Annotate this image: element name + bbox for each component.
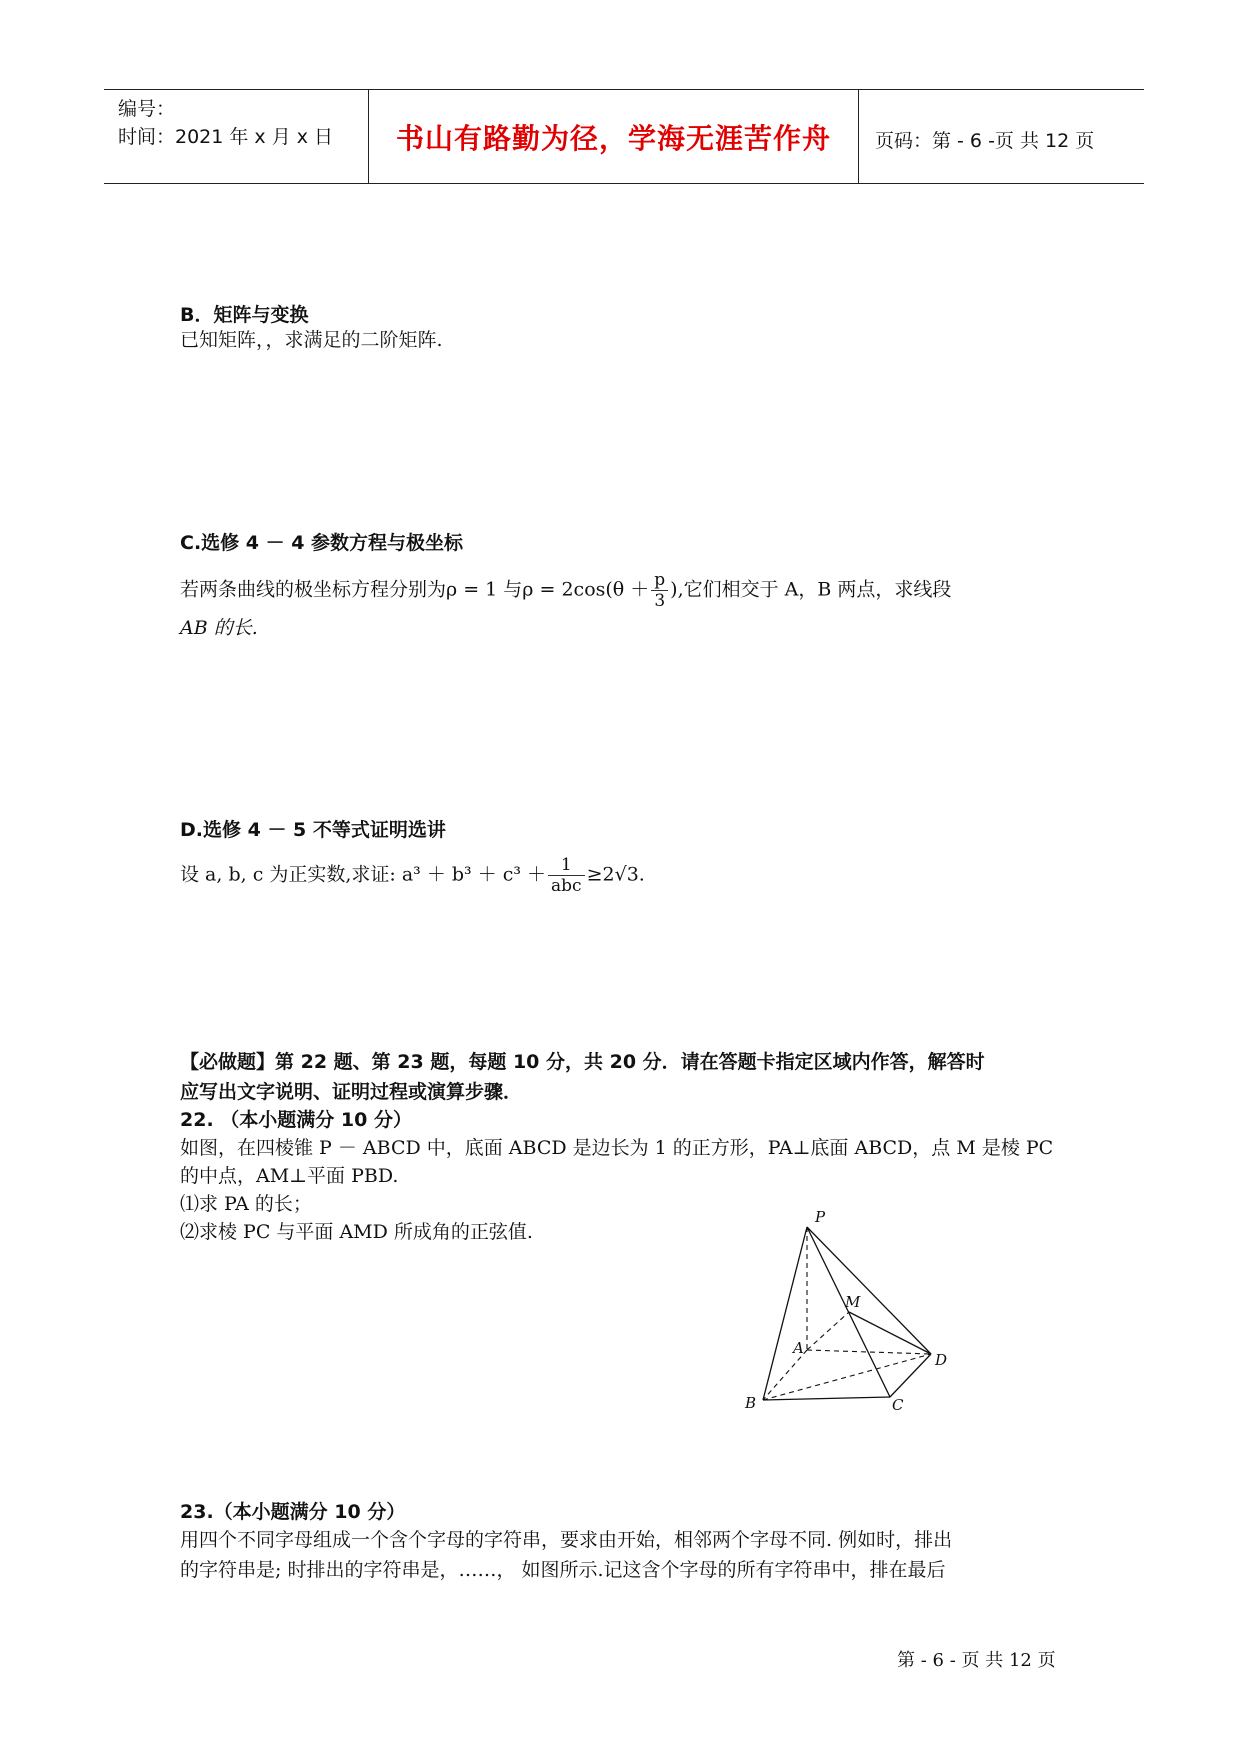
time-label: 时间：2021 年 x 月 x 日 <box>118 126 334 148</box>
fraction-numerator: 1 <box>548 855 585 876</box>
section-c-line2: AB 的长. <box>180 617 258 639</box>
page-label: 页码：第 - 6 -页 共 12 页 <box>875 130 1095 152</box>
header-motto-cell <box>369 90 859 183</box>
section-b-title: B．矩阵与变换 <box>180 304 309 326</box>
section-c-line1-a: 若两条曲线的极坐标方程分别为ρ = 1 与ρ = 2cos(θ ＋ <box>180 578 650 601</box>
fraction-1-over-abc <box>548 855 585 896</box>
section-d-line-a: 设 a, b, c 为正实数,求证: a³ ＋ b³ ＋ c³ ＋ <box>180 863 547 886</box>
pyramid-figure <box>735 1210 965 1410</box>
section-d-line <box>180 855 645 896</box>
number-label: 编号： <box>118 98 176 120</box>
label-d: D <box>935 1351 948 1369</box>
section-c-line1 <box>180 570 951 611</box>
section-c-title: C.选修 4 － 4 参数方程与极坐标 <box>180 532 464 554</box>
label-a: A <box>793 1339 804 1357</box>
fraction-p-over-3 <box>651 570 668 611</box>
section-c-line1-b: ),它们相交于 A，B 两点，求线段 <box>670 578 952 601</box>
required-line1: 【必做题】第 22 题、第 23 题，每题 10 分，共 20 分．请在答题卡指定区域内作答，解答时 <box>180 1051 985 1073</box>
motto: 书山有路勤为径，学海无涯苦作舟 <box>395 122 831 155</box>
edge-md <box>849 1312 931 1354</box>
edge-bd <box>763 1354 931 1400</box>
label-m: M <box>845 1293 861 1311</box>
label-b: B <box>745 1394 757 1410</box>
q22-title: 22. （本小题满分 10 分） <box>180 1109 412 1131</box>
edge-pb <box>763 1227 807 1400</box>
required-line2: 应写出文字说明、证明过程或演算步骤． <box>180 1081 523 1103</box>
fraction-numerator: p <box>651 570 668 591</box>
header-info-cell <box>104 90 369 183</box>
q23-title: 23.（本小题满分 10 分） <box>180 1501 406 1523</box>
header-page-cell <box>859 90 1144 183</box>
q22-line1: 如图，在四棱锥 P － ABCD 中，底面 ABCD 是边长为 1 的正方形，PA⊥底面 ABCD，点 M 是棱 PC <box>180 1137 1054 1159</box>
page-footer: 第 - 6 - 页 共 12 页 <box>897 1650 1056 1671</box>
fraction-denominator: abc <box>551 876 582 896</box>
edge-pd <box>807 1227 931 1354</box>
fraction-denominator: 3 <box>654 591 666 611</box>
q23-line2: 的字符串是; 时排出的字符串是，……， 如图所示.记这含个字母的所有字符串中，排在最后 <box>180 1559 946 1581</box>
section-d-line-b: ≥2√3. <box>586 863 645 886</box>
edge-cd <box>890 1354 931 1397</box>
section-d-title: D.选修 4 － 5 不等式证明选讲 <box>180 819 446 841</box>
label-c: C <box>892 1396 904 1410</box>
edge-am <box>807 1312 849 1350</box>
q23-line1: 用四个不同字母组成一个含个字母的字符串，要求由开始，相邻两个字母不同. 例如时，排出 <box>180 1529 953 1551</box>
document-header <box>104 89 1144 184</box>
q22-line2: 的中点，AM⊥平面 PBD. <box>180 1165 399 1187</box>
label-p: P <box>815 1210 826 1226</box>
q22-line4: ⑵求棱 PC 与平面 AMD 所成角的正弦值. <box>180 1221 533 1243</box>
section-b-text: 已知矩阵，，求满足的二阶矩阵. <box>180 329 443 351</box>
edge-bc <box>763 1397 890 1400</box>
q22-line3: ⑴求 PA 的长； <box>180 1193 312 1215</box>
